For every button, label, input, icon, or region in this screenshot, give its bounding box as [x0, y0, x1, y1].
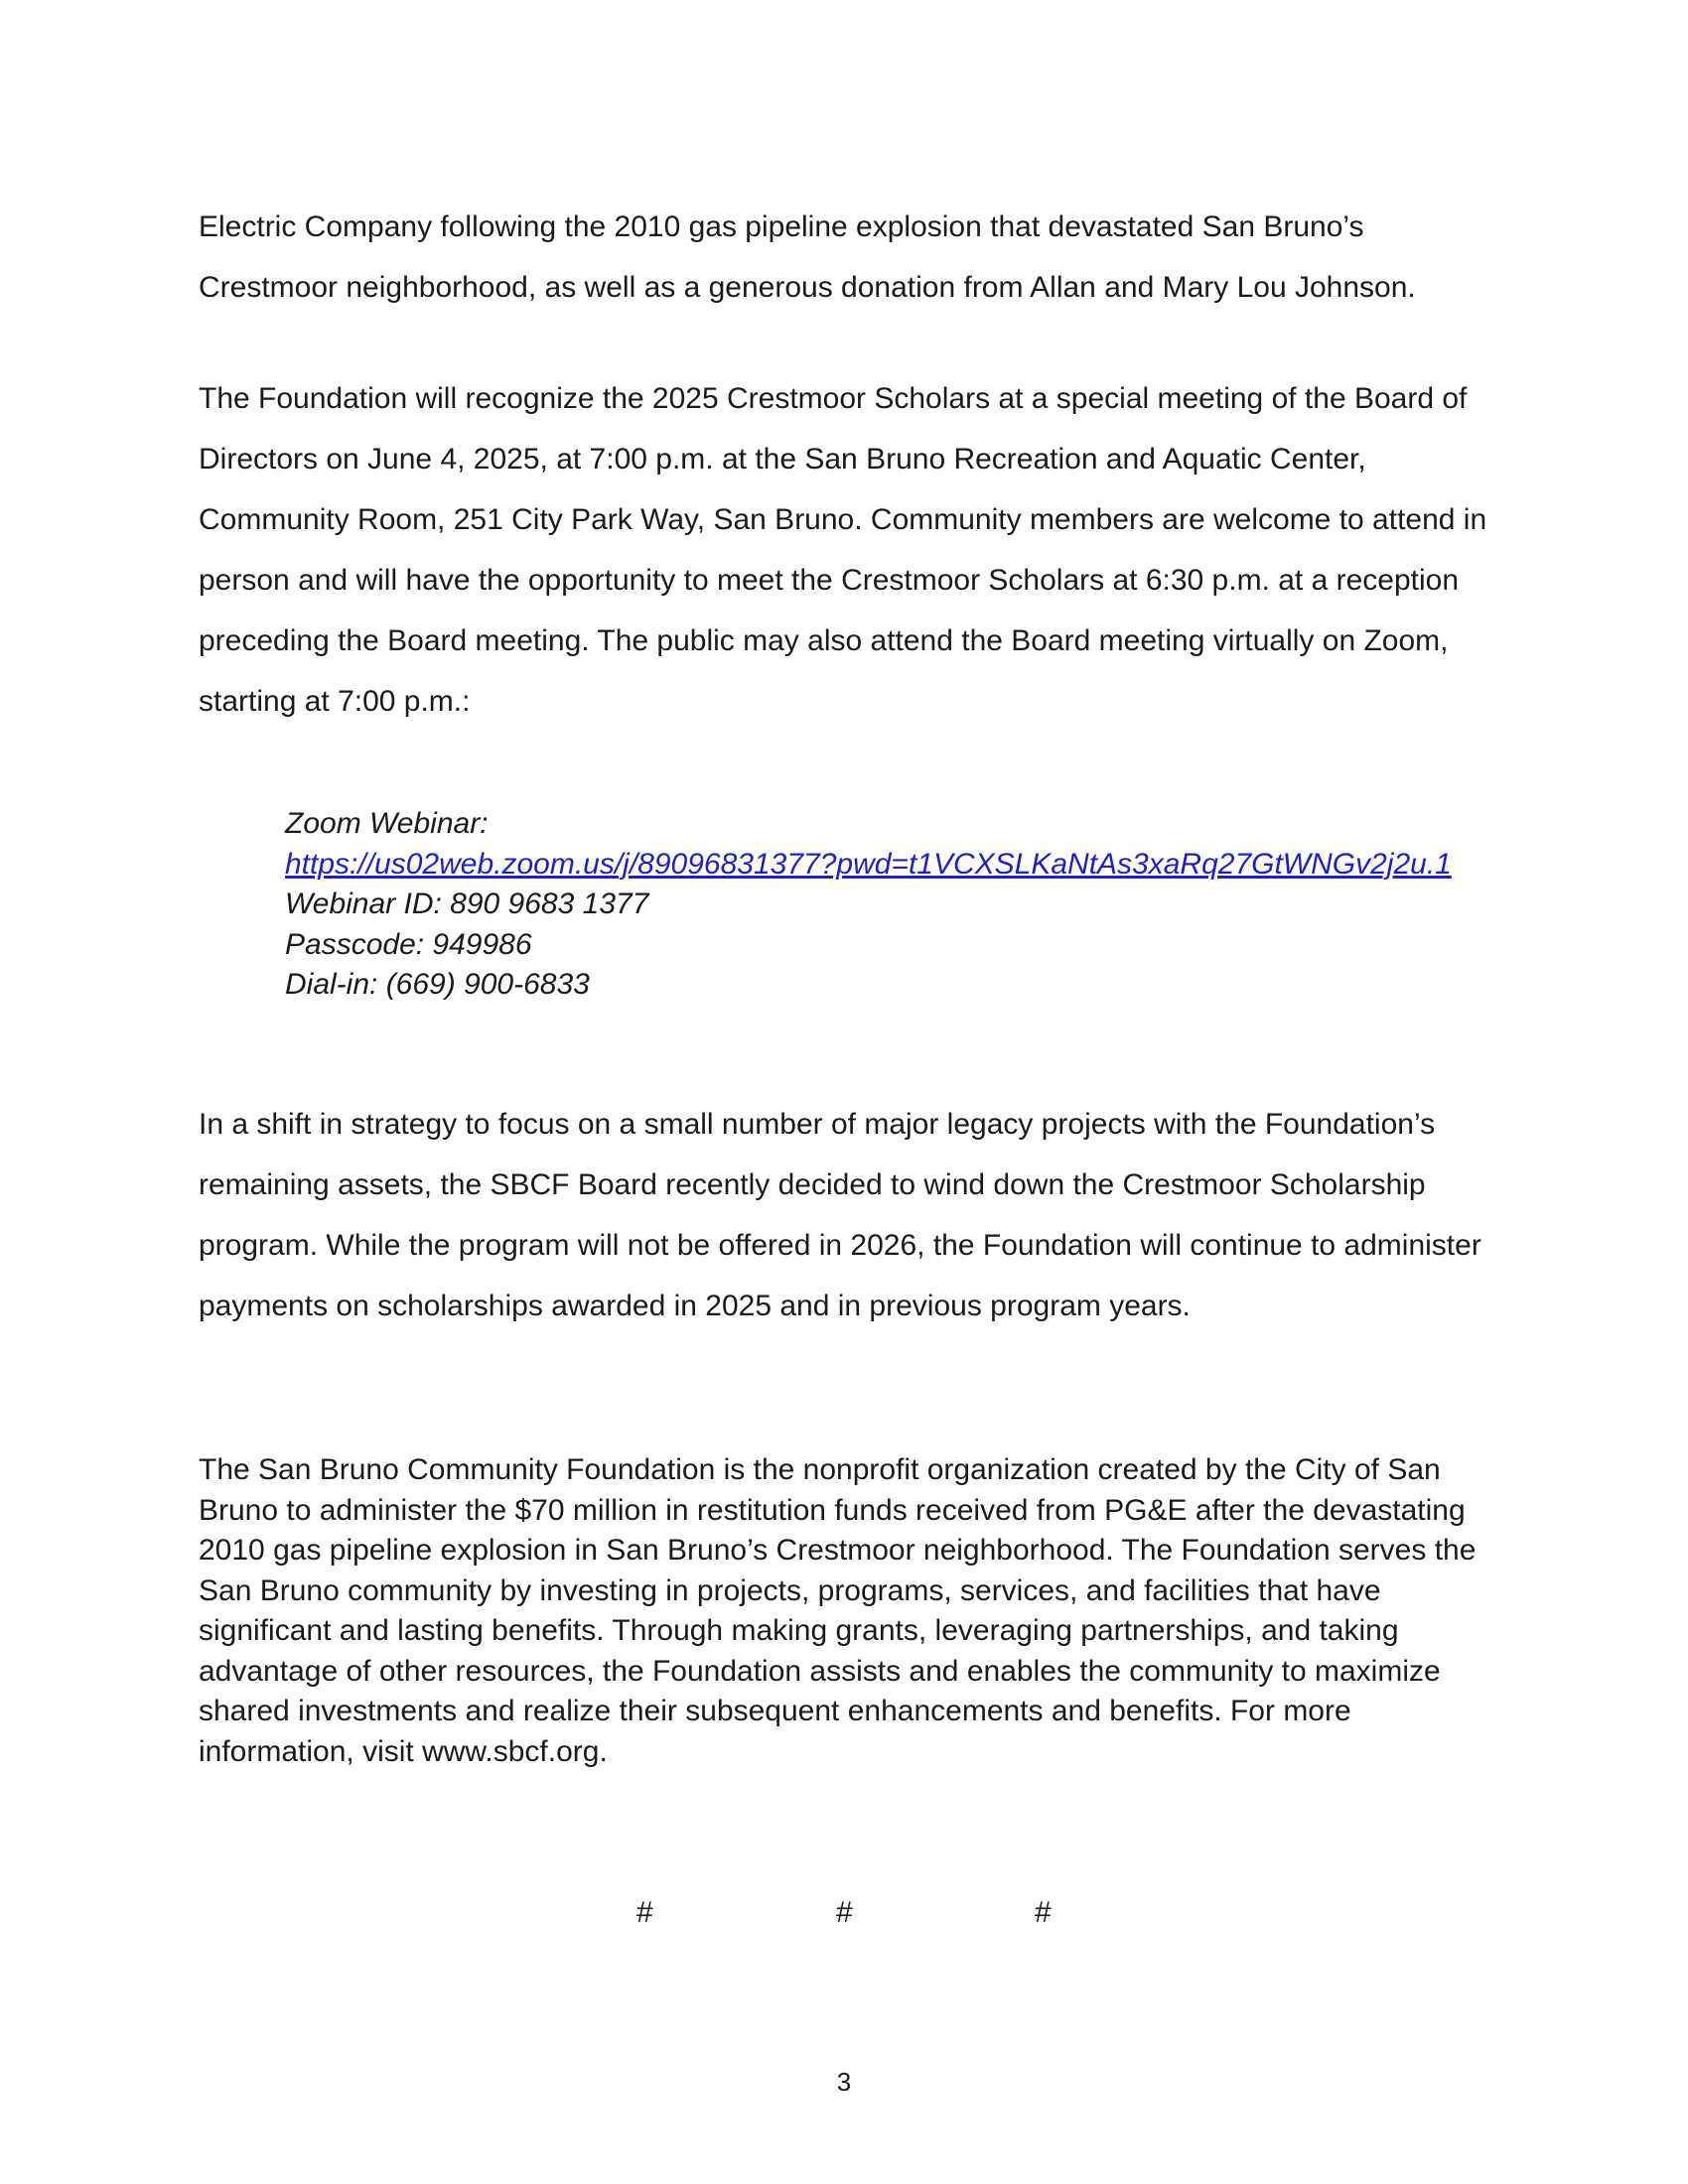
- end-mark: #: [1035, 1896, 1052, 1929]
- end-mark: #: [836, 1896, 853, 1929]
- end-mark: #: [636, 1896, 653, 1929]
- paragraph-donation-context: Electric Company following the 2010 gas pipeline explosion that devastated San Bruno’s Crestmoor neighborhood, as well as a generous donation from Allan and Mary Lou Johnson.: [199, 210, 1416, 304]
- page-number: 3: [836, 2067, 852, 2097]
- webinar-dial-in: Dial-in: (669) 900-6833: [285, 968, 590, 1001]
- zoom-webinar-details: [285, 804, 1536, 1006]
- webinar-passcode: Passcode: 949986: [285, 927, 532, 961]
- paragraph-scholars-recognition: The Foundation will recognize the 2025 Crestmoor Scholars at a special meeting of the Board of Directors on June 4, 2025, at 7:00 p.m. at the San Bruno Recreation and Aquatic Center, Community Room, 251 City Park Way, San Bruno. Community members are welcome to attend in person and will have the opportunity to meet the Crestmoor Scholars at 6:30 p.m. at a reception preceding the Board meeting. The public may also attend the Board meeting virtually on Zoom, starting at 7:00 p.m.:: [199, 382, 1487, 718]
- end-of-release-marks: [0, 1896, 1688, 1936]
- paragraph-about-foundation: The San Bruno Community Foundation is the nonprofit organization created by the City of San Bruno to administer the $70 million in restitution funds received from PG&E after the devastating 2010 gas pipeline explosion in San Bruno’s Crestmoor neighborhood. The Foundation serves the San Bruno community by investing in projects, programs, services, and facilities that have significant and lasting benefits. Through making grants, leveraging partnerships, and taking advantage of other resources, the Foundation assists and enables the community to maximize shared investments and realize their subsequent enhancements and benefits. For more information, visit www.sbcf.org.: [199, 1453, 1477, 1768]
- paragraph-strategy-shift: In a shift in strategy to focus on a small number of major legacy projects with the Foundation’s remaining assets, the SBCF Board recently decided to wind down the Crestmoor Scholarship program. While the program will not be offered in 2026, the Foundation will continue to administer payments on scholarships awarded in 2025 and in previous program years.: [199, 1108, 1481, 1322]
- zoom-webinar-link[interactable]: https://us02web.zoom.us/j/89096831377?pwd=t1VCXSLKaNtAs3xaRq27GtWNGv2j2u.1: [285, 847, 1452, 881]
- webinar-id: Webinar ID: 890 9683 1377: [285, 887, 649, 920]
- zoom-webinar-title: Zoom Webinar:: [285, 807, 489, 840]
